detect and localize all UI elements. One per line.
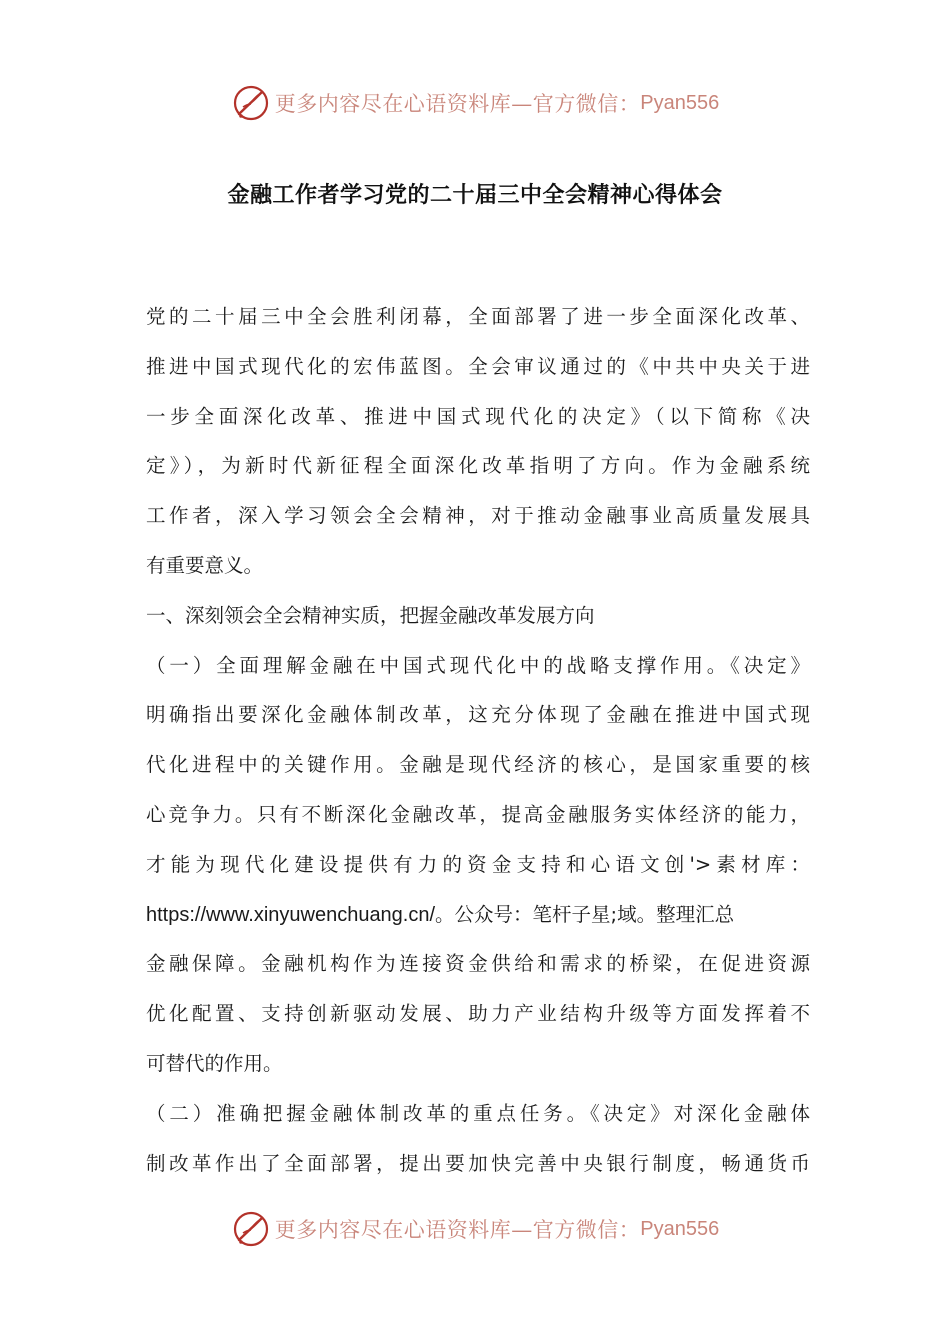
body-line: 定》），为新时代新征程全面深化改革指明了方向。作为金融系统 bbox=[146, 454, 810, 478]
body-line: 有重要意义。 bbox=[146, 553, 264, 577]
body-line: 党的二十届三中全会胜利闭幕，全面部署了进一步全面深化改革、 bbox=[146, 305, 810, 328]
website-link[interactable]: https://www.xinyuwenchuang.cn/ bbox=[146, 903, 436, 926]
watermark-text: 更多内容尽在心语资料库—官方微信： bbox=[274, 1218, 641, 1242]
document-title: 金融工作者学习党的二十届三中全会精神心得体会 bbox=[227, 183, 723, 208]
quill-logo-icon bbox=[231, 83, 271, 123]
body-line: 推进中国式现代化的宏伟蓝图。全会审议通过的《中共中央关于进 bbox=[146, 354, 810, 378]
section-heading: 一、深刻领会全会精神实质，把握金融改革发展方向 bbox=[146, 603, 595, 627]
body-line-tail: 。公众号：笔杆子星;域。整理汇总 bbox=[435, 902, 735, 926]
wechat-id: Pyan556 bbox=[640, 1217, 720, 1240]
body-line: （一）全面理解金融在中国式现代化中的战略支撑作用。《决定》 bbox=[146, 653, 810, 677]
body-line: 可替代的作用。 bbox=[146, 1051, 283, 1075]
watermark-text: 更多内容尽在心语资料库—官方微信： bbox=[274, 92, 641, 116]
body-line: 制改革作出了全面部署，提出要加快完善中央银行制度，畅通货币 bbox=[146, 1151, 810, 1175]
body-line: 明确指出要深化金融体制改革，这充分体现了金融在推进中国式现 bbox=[146, 703, 810, 727]
body-line: 一步全面深化改革、推进中国式现代化的决定》（以下简称《决 bbox=[146, 404, 810, 428]
body-line: 工作者，深入学习领会全会精神，对于推动金融事业高质量发展具 bbox=[146, 504, 810, 528]
body-line-with-link bbox=[146, 890, 810, 940]
quill-logo-icon bbox=[231, 1209, 271, 1249]
header-watermark-banner bbox=[0, 78, 950, 128]
body-line: 代化进程中的关键作用。金融是现代经济的核心，是国家重要的核 bbox=[146, 753, 810, 777]
wechat-id: Pyan556 bbox=[640, 91, 720, 114]
body-line: 优化配置、支持创新驱动发展、助力产业结构升级等方面发挥着不 bbox=[146, 1002, 810, 1026]
body-line: 金融保障。金融机构作为连接资金供给和需求的桥梁，在促进资源 bbox=[146, 952, 810, 976]
body-line: 心竞争力。只有不断深化金融改革，提高金融服务实体经济的能力， bbox=[146, 802, 810, 826]
body-line: （二）准确把握金融体制改革的重点任务。《决定》对深化金融体 bbox=[146, 1101, 810, 1125]
footer-watermark-banner bbox=[0, 1204, 950, 1254]
document-body bbox=[146, 292, 810, 1188]
body-line: 才能为现代化建设提供有力的资金支持和心语文创'>素材库： bbox=[146, 852, 810, 876]
